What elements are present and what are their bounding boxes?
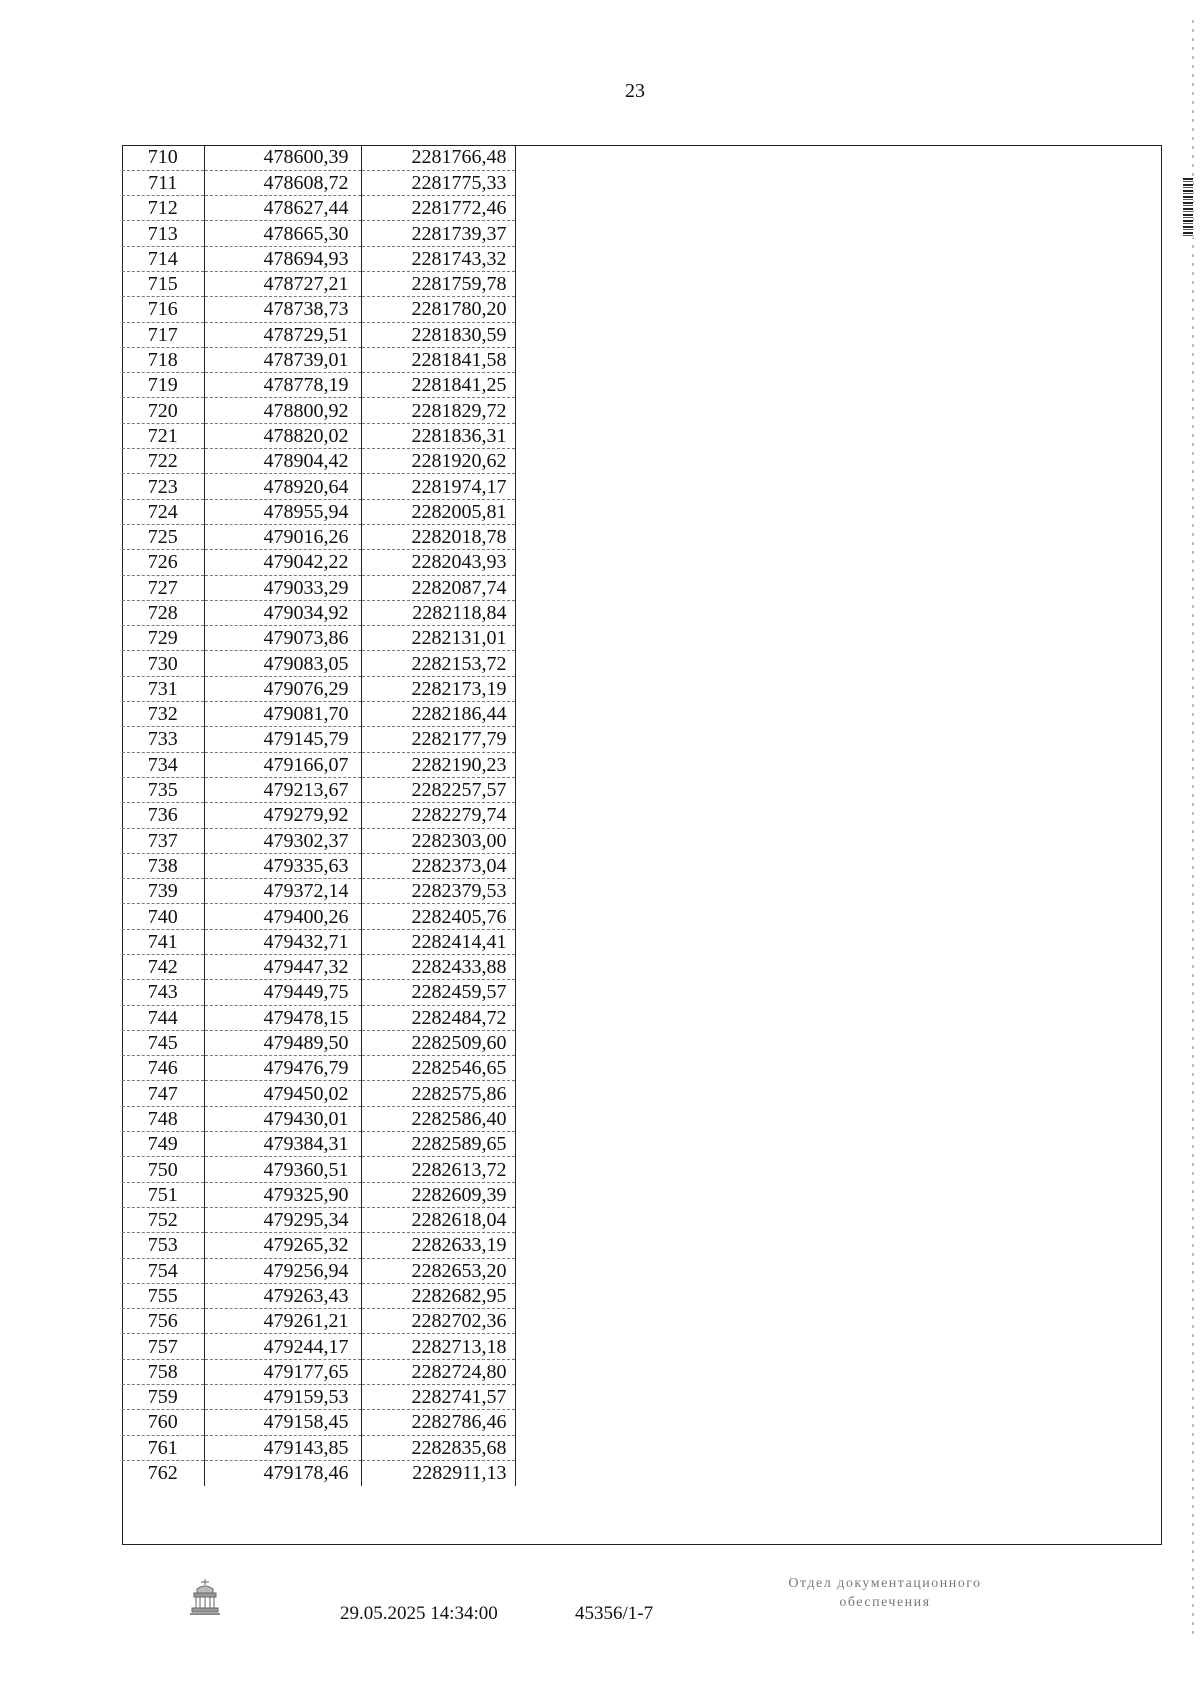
y-coordinate-cell: 2282741,57 xyxy=(361,1385,515,1410)
y-coordinate-cell: 2282586,40 xyxy=(361,1106,515,1131)
y-coordinate-cell: 2282609,39 xyxy=(361,1182,515,1207)
table-row xyxy=(122,550,515,575)
x-coordinate-cell: 478904,42 xyxy=(204,449,361,474)
footer-datetime: 29.05.2025 14:34:00 xyxy=(340,1603,498,1624)
point-number-cell: 748 xyxy=(122,1106,204,1131)
x-coordinate-cell: 478800,92 xyxy=(204,398,361,423)
point-number-cell: 750 xyxy=(122,1157,204,1182)
y-coordinate-cell: 2282484,72 xyxy=(361,1005,515,1030)
point-number-cell: 734 xyxy=(122,752,204,777)
table-row xyxy=(122,676,515,701)
point-number-cell: 714 xyxy=(122,246,204,271)
y-coordinate-cell: 2282118,84 xyxy=(361,600,515,625)
y-coordinate-cell: 2282911,13 xyxy=(361,1460,515,1485)
point-number-cell: 717 xyxy=(122,322,204,347)
table-row xyxy=(122,1385,515,1410)
point-number-cell: 755 xyxy=(122,1283,204,1308)
y-coordinate-cell: 2282633,19 xyxy=(361,1233,515,1258)
y-coordinate-cell: 2282575,86 xyxy=(361,1081,515,1106)
table-row xyxy=(122,1030,515,1055)
table-row xyxy=(122,297,515,322)
point-number-cell: 713 xyxy=(122,221,204,246)
x-coordinate-cell: 479302,37 xyxy=(204,828,361,853)
point-number-cell: 759 xyxy=(122,1385,204,1410)
x-coordinate-cell: 479166,07 xyxy=(204,752,361,777)
y-coordinate-cell: 2282303,00 xyxy=(361,828,515,853)
point-number-cell: 739 xyxy=(122,879,204,904)
x-coordinate-cell: 479261,21 xyxy=(204,1309,361,1334)
y-coordinate-cell: 2281920,62 xyxy=(361,449,515,474)
y-coordinate-cell: 2282835,68 xyxy=(361,1435,515,1460)
point-number-cell: 744 xyxy=(122,1005,204,1030)
x-coordinate-cell: 479016,26 xyxy=(204,524,361,549)
point-number-cell: 719 xyxy=(122,373,204,398)
point-number-cell: 756 xyxy=(122,1309,204,1334)
point-number-cell: 721 xyxy=(122,423,204,448)
x-coordinate-cell: 479256,94 xyxy=(204,1258,361,1283)
point-number-cell: 726 xyxy=(122,550,204,575)
point-number-cell: 712 xyxy=(122,196,204,221)
y-coordinate-cell: 2282618,04 xyxy=(361,1207,515,1232)
y-coordinate-cell: 2282653,20 xyxy=(361,1258,515,1283)
point-number-cell: 738 xyxy=(122,853,204,878)
y-coordinate-cell: 2281830,59 xyxy=(361,322,515,347)
x-coordinate-cell: 478729,51 xyxy=(204,322,361,347)
y-coordinate-cell: 2282043,93 xyxy=(361,550,515,575)
table-row xyxy=(122,1106,515,1131)
y-coordinate-cell: 2281836,31 xyxy=(361,423,515,448)
table-row xyxy=(122,170,515,195)
table-row xyxy=(122,1435,515,1460)
x-coordinate-cell: 479083,05 xyxy=(204,651,361,676)
x-coordinate-cell: 479145,79 xyxy=(204,727,361,752)
point-number-cell: 727 xyxy=(122,575,204,600)
point-number-cell: 732 xyxy=(122,702,204,727)
y-coordinate-cell: 2282379,53 xyxy=(361,879,515,904)
x-coordinate-cell: 478955,94 xyxy=(204,499,361,524)
x-coordinate-cell: 479213,67 xyxy=(204,777,361,802)
x-coordinate-cell: 479372,14 xyxy=(204,879,361,904)
y-coordinate-cell: 2282414,41 xyxy=(361,929,515,954)
point-number-cell: 752 xyxy=(122,1207,204,1232)
y-coordinate-cell: 2282257,57 xyxy=(361,777,515,802)
table-row xyxy=(122,145,515,170)
table-row xyxy=(122,777,515,802)
x-coordinate-cell: 479073,86 xyxy=(204,626,361,651)
y-coordinate-cell: 2281841,25 xyxy=(361,373,515,398)
point-number-cell: 753 xyxy=(122,1233,204,1258)
point-number-cell: 728 xyxy=(122,600,204,625)
y-coordinate-cell: 2282713,18 xyxy=(361,1334,515,1359)
x-coordinate-cell: 478920,64 xyxy=(204,474,361,499)
x-coordinate-cell: 478600,39 xyxy=(204,145,361,170)
x-coordinate-cell: 478739,01 xyxy=(204,347,361,372)
x-coordinate-cell: 479447,32 xyxy=(204,955,361,980)
y-coordinate-cell: 2282131,01 xyxy=(361,626,515,651)
table-row xyxy=(122,1132,515,1157)
point-number-cell: 743 xyxy=(122,980,204,1005)
y-coordinate-cell: 2282682,95 xyxy=(361,1283,515,1308)
y-coordinate-cell: 2281841,58 xyxy=(361,347,515,372)
y-coordinate-cell: 2281775,33 xyxy=(361,170,515,195)
point-number-cell: 736 xyxy=(122,803,204,828)
y-coordinate-cell: 2282018,78 xyxy=(361,524,515,549)
x-coordinate-cell: 478627,44 xyxy=(204,196,361,221)
table-row xyxy=(122,221,515,246)
x-coordinate-cell: 479279,92 xyxy=(204,803,361,828)
point-number-cell: 751 xyxy=(122,1182,204,1207)
table-row xyxy=(122,651,515,676)
table-row xyxy=(122,1157,515,1182)
y-coordinate-cell: 2282509,60 xyxy=(361,1030,515,1055)
point-number-cell: 720 xyxy=(122,398,204,423)
x-coordinate-cell: 479177,65 xyxy=(204,1359,361,1384)
point-number-cell: 731 xyxy=(122,676,204,701)
table-row xyxy=(122,373,515,398)
y-coordinate-cell: 2282786,46 xyxy=(361,1410,515,1435)
x-coordinate-cell: 478738,73 xyxy=(204,297,361,322)
coordinates-table-body xyxy=(122,145,515,1486)
y-coordinate-cell: 2282190,23 xyxy=(361,752,515,777)
x-coordinate-cell: 478778,19 xyxy=(204,373,361,398)
table-row xyxy=(122,347,515,372)
point-number-cell: 723 xyxy=(122,474,204,499)
y-coordinate-cell: 2282546,65 xyxy=(361,1056,515,1081)
table-row xyxy=(122,322,515,347)
table-row xyxy=(122,828,515,853)
y-coordinate-cell: 2281759,78 xyxy=(361,271,515,296)
table-row xyxy=(122,600,515,625)
point-number-cell: 718 xyxy=(122,347,204,372)
x-coordinate-cell: 479489,50 xyxy=(204,1030,361,1055)
point-number-cell: 757 xyxy=(122,1334,204,1359)
point-number-cell: 740 xyxy=(122,904,204,929)
x-coordinate-cell: 478694,93 xyxy=(204,246,361,271)
point-number-cell: 729 xyxy=(122,626,204,651)
x-coordinate-cell: 479384,31 xyxy=(204,1132,361,1157)
scan-edge-mark xyxy=(1192,20,1194,1640)
x-coordinate-cell: 479244,17 xyxy=(204,1334,361,1359)
x-coordinate-cell: 479478,15 xyxy=(204,1005,361,1030)
table-row xyxy=(122,1359,515,1384)
table-row xyxy=(122,879,515,904)
table-row xyxy=(122,803,515,828)
table-row xyxy=(122,246,515,271)
y-coordinate-cell: 2282173,19 xyxy=(361,676,515,701)
footer-department-line-1: Отдел документационного xyxy=(788,1576,982,1591)
y-coordinate-cell: 2282005,81 xyxy=(361,499,515,524)
point-number-cell: 722 xyxy=(122,449,204,474)
x-coordinate-cell: 479476,79 xyxy=(204,1056,361,1081)
table-row xyxy=(122,423,515,448)
y-coordinate-cell: 2282613,72 xyxy=(361,1157,515,1182)
table-row xyxy=(122,1334,515,1359)
table-row xyxy=(122,1056,515,1081)
y-coordinate-cell: 2282589,65 xyxy=(361,1132,515,1157)
x-coordinate-cell: 479265,32 xyxy=(204,1233,361,1258)
y-coordinate-cell: 2281974,17 xyxy=(361,474,515,499)
table-row xyxy=(122,1207,515,1232)
footer-department-stamp xyxy=(735,1575,1035,1613)
table-row xyxy=(122,853,515,878)
y-coordinate-cell: 2282405,76 xyxy=(361,904,515,929)
point-number-cell: 749 xyxy=(122,1132,204,1157)
y-coordinate-cell: 2281780,20 xyxy=(361,297,515,322)
point-number-cell: 715 xyxy=(122,271,204,296)
table-row xyxy=(122,524,515,549)
x-coordinate-cell: 479159,53 xyxy=(204,1385,361,1410)
table-row xyxy=(122,1182,515,1207)
point-number-cell: 746 xyxy=(122,1056,204,1081)
table-row xyxy=(122,1309,515,1334)
point-number-cell: 745 xyxy=(122,1030,204,1055)
table-row xyxy=(122,752,515,777)
x-coordinate-cell: 479335,63 xyxy=(204,853,361,878)
x-coordinate-cell: 479076,29 xyxy=(204,676,361,701)
x-coordinate-cell: 479042,22 xyxy=(204,550,361,575)
table-row xyxy=(122,1460,515,1485)
point-number-cell: 742 xyxy=(122,955,204,980)
y-coordinate-cell: 2282373,04 xyxy=(361,853,515,878)
table-row xyxy=(122,1233,515,1258)
y-coordinate-cell: 2282702,36 xyxy=(361,1309,515,1334)
y-coordinate-cell: 2282459,57 xyxy=(361,980,515,1005)
y-coordinate-cell: 2282279,74 xyxy=(361,803,515,828)
point-number-cell: 762 xyxy=(122,1460,204,1485)
y-coordinate-cell: 2282177,79 xyxy=(361,727,515,752)
table-row xyxy=(122,929,515,954)
coordinates-table xyxy=(122,145,516,1486)
point-number-cell: 711 xyxy=(122,170,204,195)
x-coordinate-cell: 479143,85 xyxy=(204,1435,361,1460)
x-coordinate-cell: 478820,02 xyxy=(204,423,361,448)
y-coordinate-cell: 2282724,80 xyxy=(361,1359,515,1384)
x-coordinate-cell: 478727,21 xyxy=(204,271,361,296)
crest-icon xyxy=(183,1575,227,1619)
y-coordinate-cell: 2281743,32 xyxy=(361,246,515,271)
point-number-cell: 741 xyxy=(122,929,204,954)
point-number-cell: 760 xyxy=(122,1410,204,1435)
y-coordinate-cell: 2281766,48 xyxy=(361,145,515,170)
table-row xyxy=(122,449,515,474)
table-row xyxy=(122,474,515,499)
page-footer xyxy=(0,1575,1200,1655)
x-coordinate-cell: 479178,46 xyxy=(204,1460,361,1485)
table-row xyxy=(122,955,515,980)
table-row xyxy=(122,271,515,296)
x-coordinate-cell: 479081,70 xyxy=(204,702,361,727)
barcode-icon xyxy=(1183,178,1193,238)
x-coordinate-cell: 479034,92 xyxy=(204,600,361,625)
y-coordinate-cell: 2281772,46 xyxy=(361,196,515,221)
table-row xyxy=(122,575,515,600)
point-number-cell: 724 xyxy=(122,499,204,524)
x-coordinate-cell: 479033,29 xyxy=(204,575,361,600)
y-coordinate-cell: 2282153,72 xyxy=(361,651,515,676)
table-row xyxy=(122,904,515,929)
point-number-cell: 730 xyxy=(122,651,204,676)
page-number: 23 xyxy=(625,80,645,102)
point-number-cell: 761 xyxy=(122,1435,204,1460)
footer-department-line-2: обеспечения xyxy=(839,1594,931,1610)
table-row xyxy=(122,499,515,524)
table-row xyxy=(122,626,515,651)
y-coordinate-cell: 2282433,88 xyxy=(361,955,515,980)
table-row xyxy=(122,1081,515,1106)
y-coordinate-cell: 2282186,44 xyxy=(361,702,515,727)
x-coordinate-cell: 479449,75 xyxy=(204,980,361,1005)
x-coordinate-cell: 478665,30 xyxy=(204,221,361,246)
x-coordinate-cell: 478608,72 xyxy=(204,170,361,195)
table-row xyxy=(122,196,515,221)
table-row xyxy=(122,1005,515,1030)
x-coordinate-cell: 479263,43 xyxy=(204,1283,361,1308)
x-coordinate-cell: 479400,26 xyxy=(204,904,361,929)
x-coordinate-cell: 479432,71 xyxy=(204,929,361,954)
point-number-cell: 747 xyxy=(122,1081,204,1106)
point-number-cell: 754 xyxy=(122,1258,204,1283)
y-coordinate-cell: 2281829,72 xyxy=(361,398,515,423)
point-number-cell: 735 xyxy=(122,777,204,802)
x-coordinate-cell: 479450,02 xyxy=(204,1081,361,1106)
table-row xyxy=(122,1283,515,1308)
table-row xyxy=(122,980,515,1005)
x-coordinate-cell: 479295,34 xyxy=(204,1207,361,1232)
point-number-cell: 725 xyxy=(122,524,204,549)
table-row xyxy=(122,398,515,423)
table-row xyxy=(122,1410,515,1435)
x-coordinate-cell: 479158,45 xyxy=(204,1410,361,1435)
x-coordinate-cell: 479430,01 xyxy=(204,1106,361,1131)
y-coordinate-cell: 2281739,37 xyxy=(361,221,515,246)
table-row xyxy=(122,1258,515,1283)
point-number-cell: 710 xyxy=(122,145,204,170)
point-number-cell: 758 xyxy=(122,1359,204,1384)
footer-registration-number: 45356/1-7 xyxy=(575,1603,654,1624)
table-row xyxy=(122,702,515,727)
x-coordinate-cell: 479325,90 xyxy=(204,1182,361,1207)
y-coordinate-cell: 2282087,74 xyxy=(361,575,515,600)
x-coordinate-cell: 479360,51 xyxy=(204,1157,361,1182)
table-row xyxy=(122,727,515,752)
point-number-cell: 716 xyxy=(122,297,204,322)
point-number-cell: 733 xyxy=(122,727,204,752)
point-number-cell: 737 xyxy=(122,828,204,853)
